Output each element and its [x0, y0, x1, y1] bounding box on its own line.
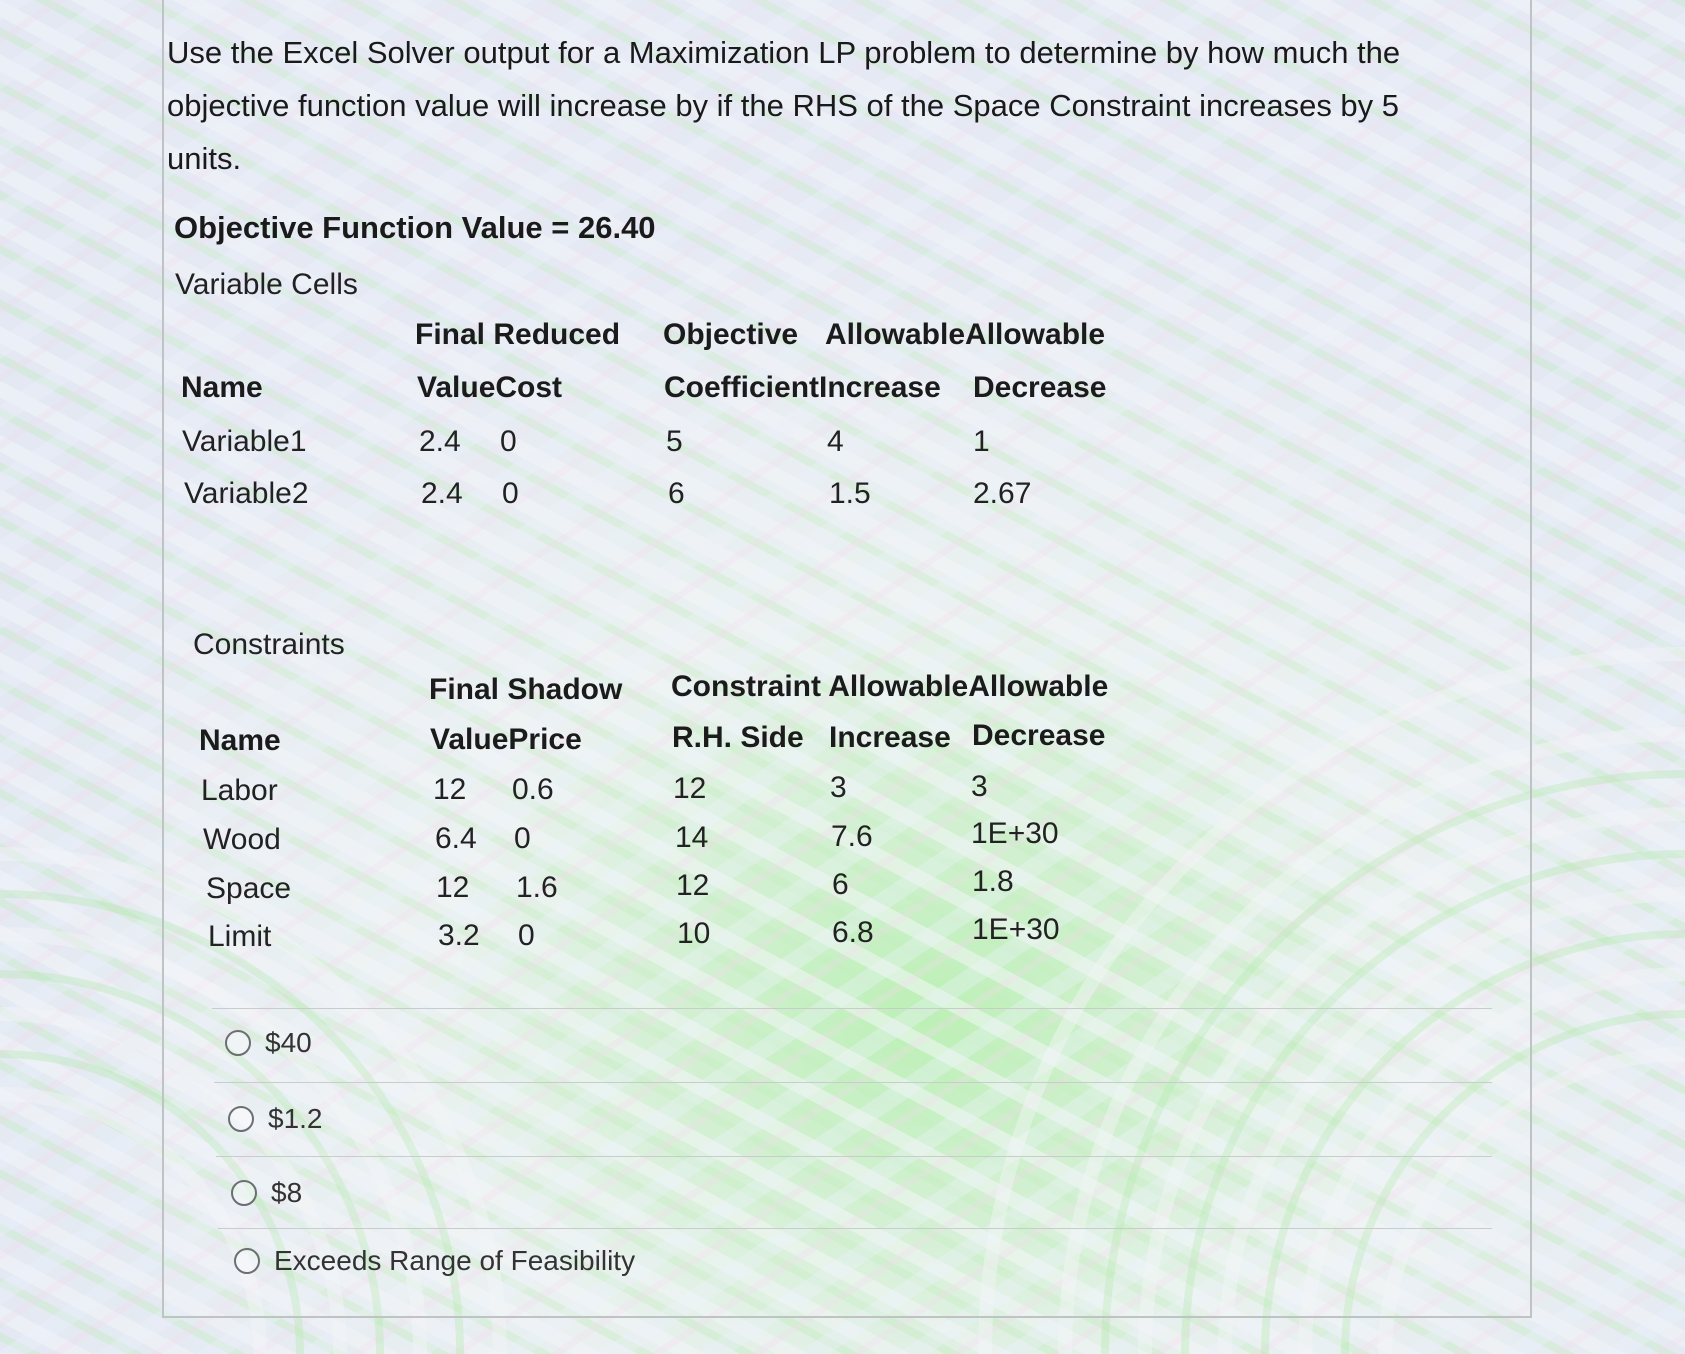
constraints-title: Constraints — [193, 628, 345, 661]
con-rh-side: 12 — [673, 772, 707, 805]
vc-header-decrease: Decrease — [973, 371, 1107, 404]
divider — [212, 1008, 1492, 1009]
con-name: Limit — [208, 920, 272, 953]
radio-button-icon[interactable] — [225, 1030, 251, 1056]
con-final-value: 6.4 — [435, 822, 477, 855]
vc-allowable-increase: 4 — [827, 425, 844, 458]
vc-objective-coefficient: 5 — [666, 425, 683, 458]
vc-name: Variable1 — [182, 425, 307, 458]
option-label: $8 — [271, 1177, 303, 1208]
con-name: Wood — [203, 823, 281, 856]
vc-objective-coefficient: 6 — [668, 477, 685, 510]
con-allowable-decrease: 1E+30 — [972, 913, 1060, 946]
con-header-final-shadow: Final Shadow — [429, 673, 623, 706]
con-shadow-price: 0 — [518, 919, 535, 952]
con-allowable-increase: 7.6 — [831, 820, 873, 853]
con-final-value: 3.2 — [438, 919, 480, 952]
vc-header-objective: Objective — [663, 318, 799, 351]
divider — [218, 1228, 1492, 1229]
con-header-value-price: ValuePrice — [430, 723, 582, 756]
con-allowable-increase: 6 — [832, 868, 849, 901]
con-shadow-price: 0 — [514, 822, 531, 855]
con-final-value: 12 — [436, 871, 470, 904]
con-name: Labor — [201, 774, 278, 807]
question-line-3: units. — [167, 141, 242, 176]
vc-header-value-cost: ValueCost — [417, 371, 563, 404]
vc-allowable-increase: 1.5 — [829, 477, 871, 510]
option-label: $40 — [265, 1027, 312, 1058]
vc-reduced-cost: 0 — [500, 425, 517, 458]
vc-header-final-reduced: Final Reduced — [415, 318, 621, 351]
divider — [216, 1156, 1492, 1157]
question-card — [162, 0, 1532, 1318]
vc-reduced-cost: 0 — [502, 477, 519, 510]
vc-header-allowable: AllowableAllowable — [825, 318, 1106, 351]
option-1-2[interactable] — [228, 1103, 323, 1135]
con-allowable-decrease: 1.8 — [972, 865, 1014, 898]
option-8[interactable] — [231, 1177, 302, 1209]
vc-allowable-decrease: 1 — [973, 425, 990, 458]
option-40[interactable] — [225, 1027, 312, 1059]
con-allowable-increase: 3 — [830, 771, 847, 804]
con-allowable-decrease: 3 — [971, 770, 988, 803]
option-exceeds-range[interactable] — [234, 1245, 635, 1277]
radio-button-icon[interactable] — [234, 1248, 260, 1274]
variable-cells-title: Variable Cells — [175, 268, 358, 301]
con-shadow-price: 1.6 — [516, 871, 558, 904]
vc-header-coefficient-increase: CoefficientIncrease — [664, 371, 941, 404]
con-rh-side: 14 — [675, 821, 709, 854]
con-rh-side: 10 — [677, 917, 711, 950]
con-header-rh-side: R.H. Side — [672, 721, 804, 754]
divider — [214, 1082, 1492, 1083]
question-line-2: objective function value will increase by if the RHS of the Space Constraint increases by 5 — [167, 88, 1400, 123]
vc-final-value: 2.4 — [419, 425, 461, 458]
con-header-constraint-allowable: Constraint AllowableAllowable — [671, 670, 1109, 703]
con-header-name: Name — [199, 724, 281, 757]
con-final-value: 12 — [433, 773, 467, 806]
option-label: $1.2 — [268, 1103, 323, 1134]
vc-name: Variable2 — [184, 477, 309, 510]
objective-function-value: Objective Function Value = 26.40 — [174, 210, 656, 245]
radio-button-icon[interactable] — [231, 1180, 257, 1206]
con-rh-side: 12 — [676, 869, 710, 902]
con-allowable-increase: 6.8 — [832, 916, 874, 949]
con-header-increase: Increase — [829, 721, 951, 754]
con-header-decrease: Decrease — [972, 719, 1106, 752]
con-shadow-price: 0.6 — [512, 773, 554, 806]
vc-header-name: Name — [181, 371, 263, 404]
option-label: Exceeds Range of Feasibility — [274, 1245, 636, 1276]
radio-button-icon[interactable] — [228, 1106, 254, 1132]
con-name: Space — [206, 872, 292, 905]
con-allowable-decrease: 1E+30 — [971, 817, 1059, 850]
vc-allowable-decrease: 2.67 — [973, 477, 1032, 510]
question-text — [167, 26, 1507, 185]
question-line-1: Use the Excel Solver output for a Maximization LP problem to determine by how much the — [167, 35, 1401, 70]
vc-final-value: 2.4 — [421, 477, 463, 510]
